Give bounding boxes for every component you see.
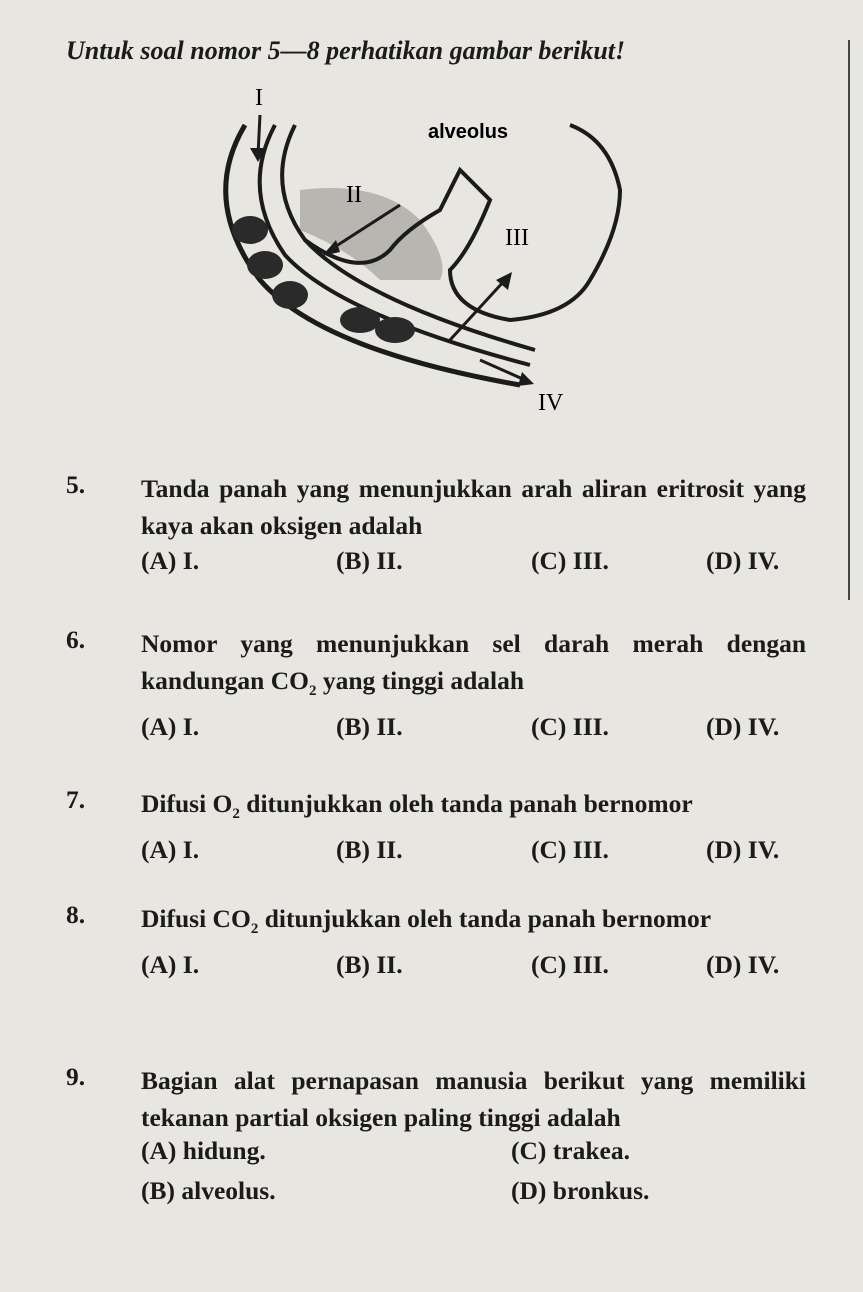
question-8 [66,900,806,988]
label-IV: IV [538,390,564,416]
question-number: 9. [66,1062,86,1091]
label-III: III [505,225,529,251]
label-alveolus: alveolus [428,121,509,143]
option-b[interactable]: (B) II. [336,546,403,575]
question-7 [66,785,806,873]
option-a[interactable]: (A) I. [141,950,200,980]
option-c[interactable]: (C) III. [531,712,609,742]
red-blood-cell [375,317,415,343]
alveolus-diagram [150,80,650,420]
option-d[interactable]: (D) IV. [706,950,780,980]
diffusion-shading [300,188,443,280]
label-I: I [255,85,263,111]
option-d[interactable]: (D) bronkus. [511,1176,650,1205]
option-d[interactable]: (D) IV. [706,546,780,575]
red-blood-cell [272,281,308,309]
question-number: 5. [66,470,86,499]
red-blood-cell [232,216,268,244]
option-b[interactable]: (B) II. [336,835,403,865]
question-stem: Nomor yang menunjukkan sel darah merah dengan kandungan $CO_2$ yang tinggi adalah [141,629,806,700]
question-stem: Bagian alat pernapasan manusia berikut yang memiliki tekanan partial oksigen paling tinggi adalah [141,1066,806,1132]
question-stem: Tanda panah yang menunjukkan arah aliran eritrosit yang kaya akan oksigen adalah [141,474,806,540]
red-blood-cell [247,251,283,279]
question-stem: Difusi $O_2$ ditunjukkan oleh tanda panah bernomor [141,789,693,823]
question-5 [66,470,806,584]
option-a[interactable]: (A) I. [141,546,200,575]
page-edge [848,40,850,600]
option-b[interactable]: (B) II. [336,712,403,742]
option-c[interactable]: (C) trakea. [511,1136,630,1165]
question-9 [66,1062,806,1216]
label-II: II [346,182,362,208]
instruction-heading: Untuk soal nomor 5—8 perhatikan gambar berikut! [66,36,626,65]
option-c[interactable]: (C) III. [531,835,609,865]
option-a[interactable]: (A) I. [141,712,200,742]
option-c[interactable]: (C) III. [531,950,609,980]
option-c[interactable]: (C) III. [531,546,609,575]
option-a[interactable]: (A) hidung. [141,1136,266,1165]
option-d[interactable]: (D) IV. [706,835,780,865]
arrow-IV-head [518,372,534,386]
option-b[interactable]: (B) II. [336,950,403,980]
question-6 [66,625,806,750]
question-stem: Difusi $CO_2$ ditunjukkan oleh tanda panah bernomor [141,904,712,938]
option-b[interactable]: (B) alveolus. [141,1176,276,1205]
question-number: 7. [66,785,86,814]
red-blood-cell [340,307,380,333]
question-number: 8. [66,900,86,929]
option-a[interactable]: (A) I. [141,835,200,865]
option-d[interactable]: (D) IV. [706,712,780,742]
question-number: 6. [66,625,86,654]
